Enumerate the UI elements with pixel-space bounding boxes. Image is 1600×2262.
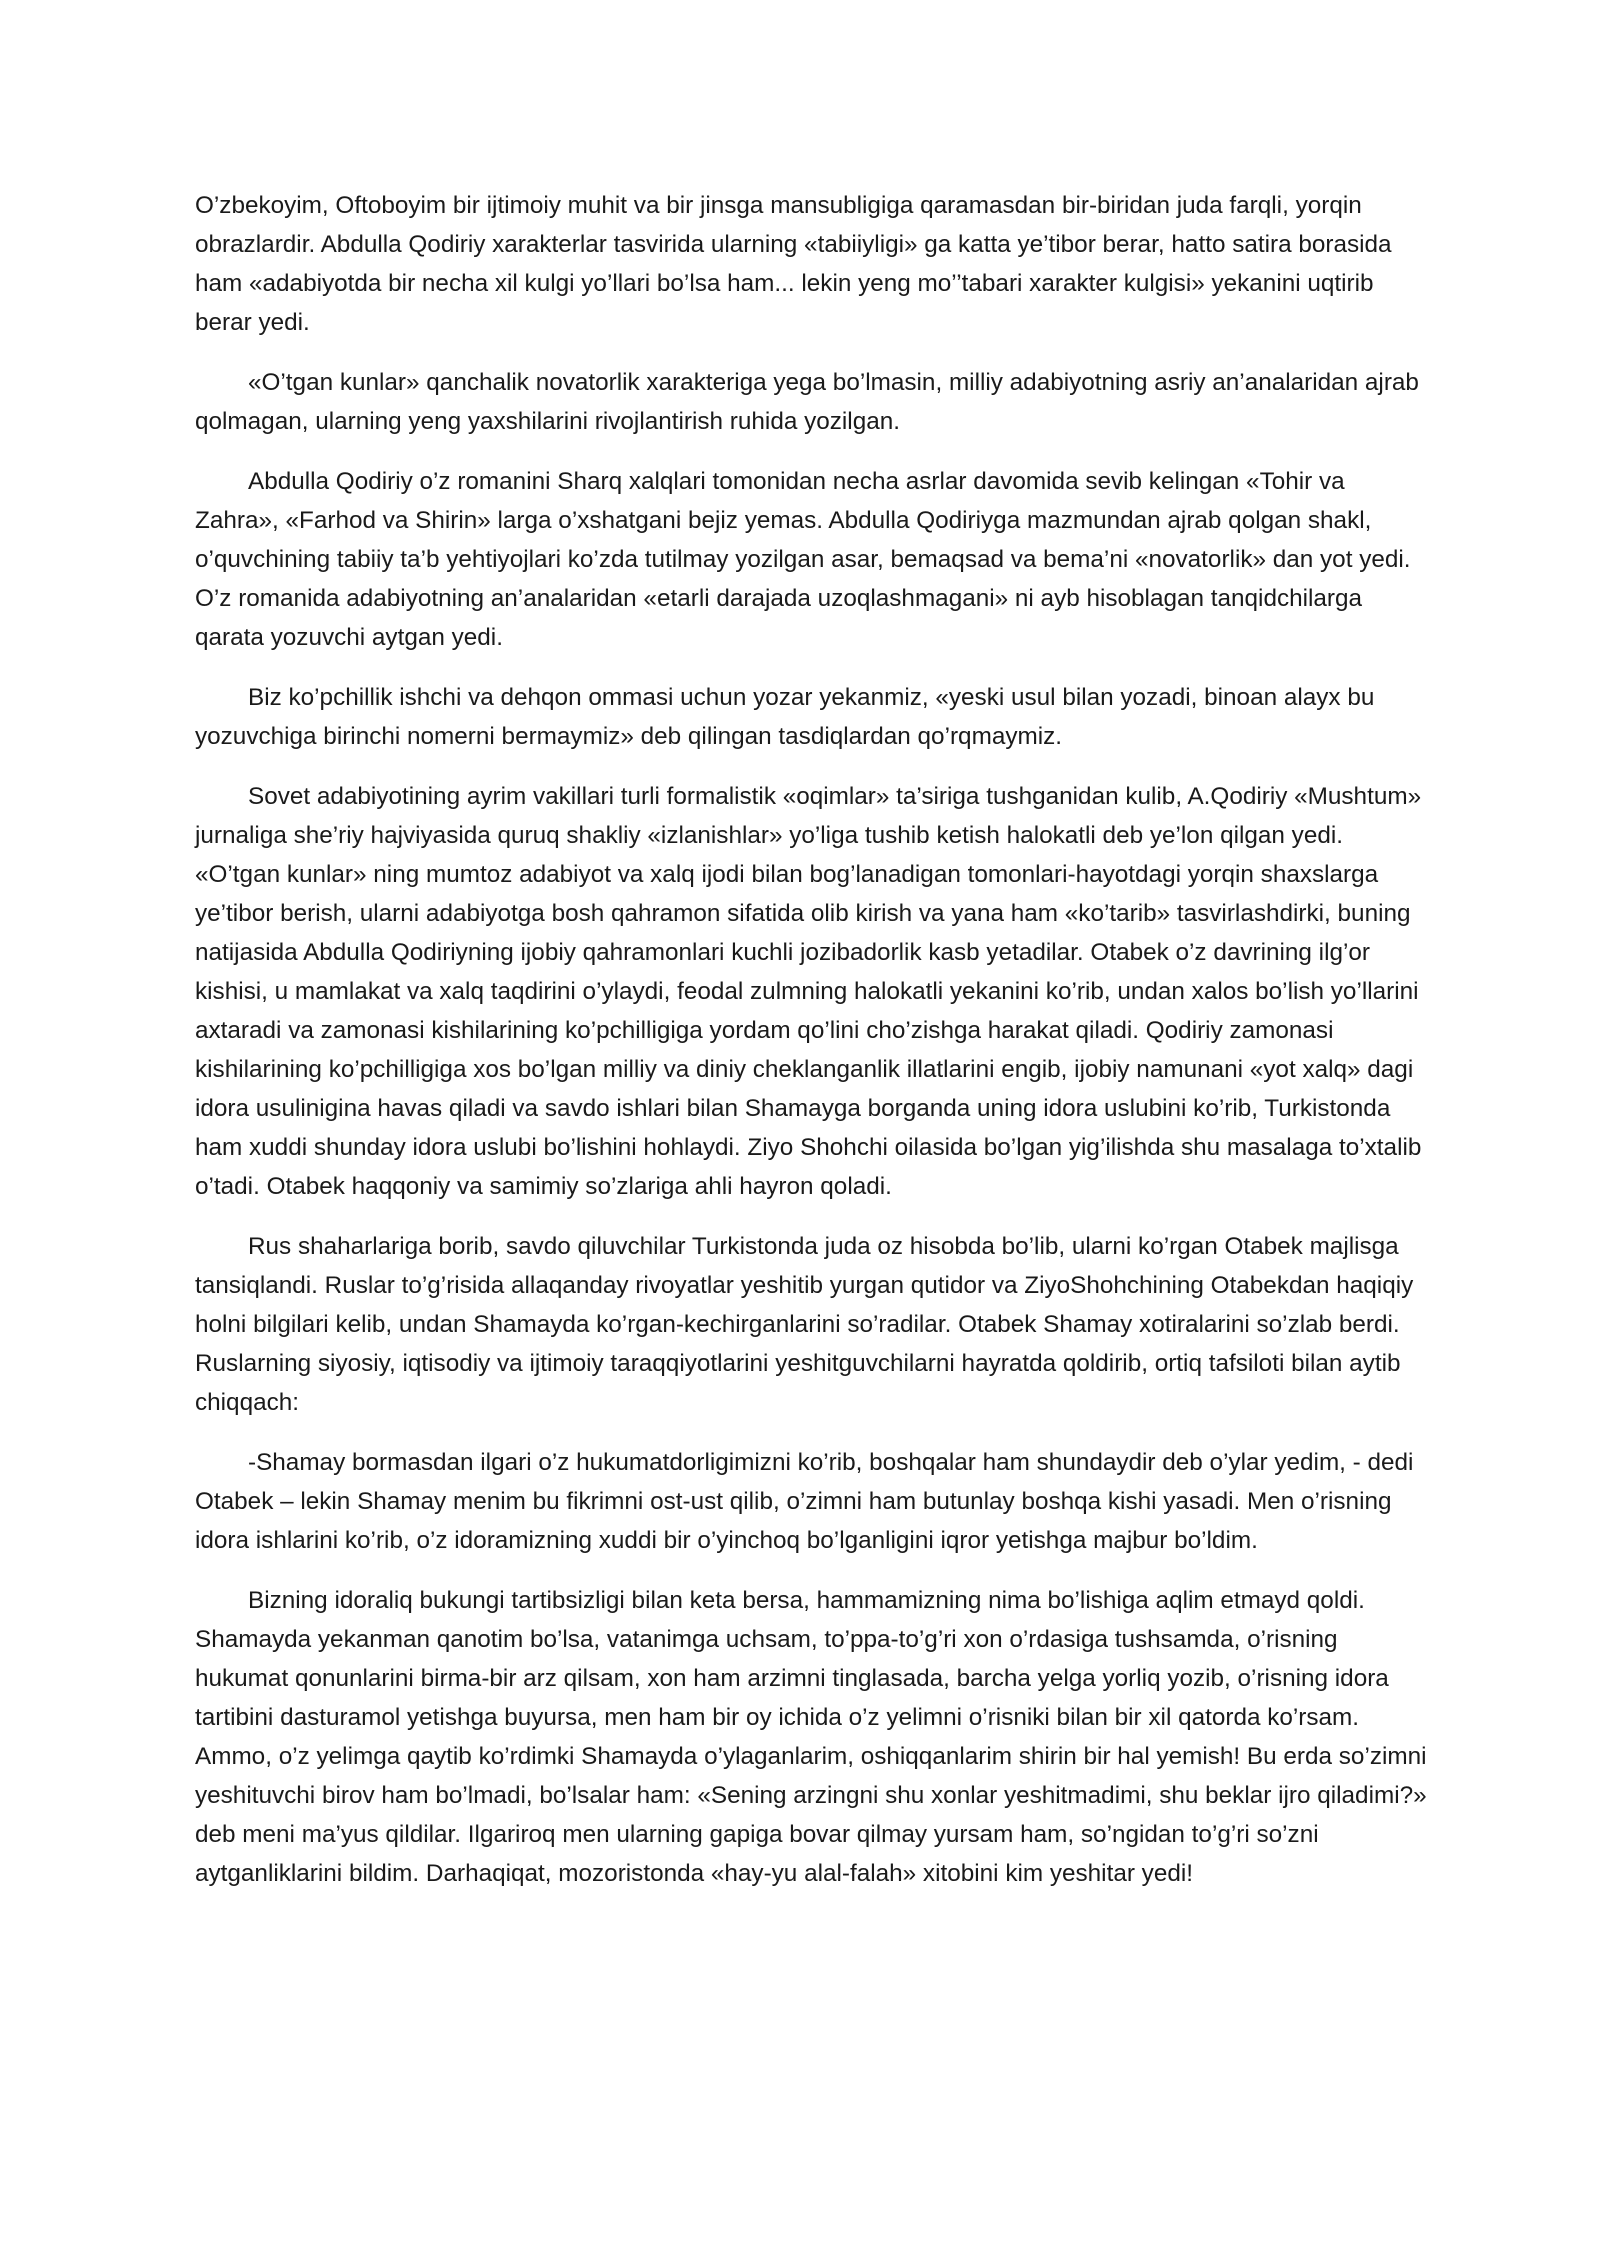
- paragraph-1: O’zbekoyim, Oftoboyim bir ijtimoiy muhit va bir jinsga mansubligiga qaramasdan bir-biridan juda farqli, yorqin obrazlardir. Abdulla Qodiriy xarakterlar tasvirida ularning «tabiiyligi» ga katta ye’tibor berar, hatto satira borasida ham «adabiyotda bir necha xil kulgi yo’llari bo’lsa ham... lekin yeng mo’’tabari xarakter kulgisi» yekanini uqtirib berar yedi.: [195, 192, 1392, 336]
- paragraph-7: -Shamay bormasdan ilgari o’z hukumatdorligimizni ko’rib, boshqalar ham shundaydir deb o’ylar yedim, - dedi Otabek – lekin Shamay menim bu fikrimni ost-ust qilib, o’zimni ham butunlay boshqa kishi yasadi. Men o’risning idora ishlarini ko’rib, o’z idoramizning xuddi bir o’yinchoq bo’lganligini iqror yetishga majbur bo’ldim.: [195, 1449, 1414, 1554]
- paragraph-5: Sovet adabiyotining ayrim vakillari turli formalistik «oqimlar» ta’siriga tushganidan kulib, A.Qodiriy «Mushtum» jurnaliga she’riy hajviyasida quruq shakliy «izlanishlar» yo’liga tushib ketish halokatli deb ye’lon qilgan yedi. «O’tgan kunlar» ning mumtoz adabiyot va xalq ijodi bilan bog’lanadigan tomonlari-hayotdagi yorqin shaxslarga ye’tibor berish, ularni adabiyotga bosh qahramon sifatida olib kirish va yana ham «ko’tarib» tasvirlashdirki, buning natijasida Abdulla Qodiriyning ijobiy qahramonlari kuchli jozibadorlik kasb yetadilar. Otabek o’z davrining ilg’or kishisi, u mamlakat va xalq taqdirini o’ylaydi, feodal zulmning halokatli yekanini ko’rib, undan xalos bo’lish yo’llarini axtaradi va zamonasi kishilarining ko’pchilligiga yordam qo’lini cho’zishga harakat qiladi. Qodiriy zamonasi kishilarining ko’pchilligiga xos bo’lgan milliy va diniy cheklanganlik illatlarini engib, ijobiy namunani «yot xalq» dagi idora usulinigina havas qiladi va savdo ishlari bilan Shamayga borganda uning idora uslubini ko’rib, Turkistonda ham xuddi shunday idora uslubi bo’lishini hohlaydi. Ziyo Shohchi oilasida bo’lgan yig’ilishda shu masalaga to’xtalib o’tadi. Otabek haqqoniy va samimiy so’zlariga ahli hayron qoladi.: [195, 783, 1422, 1200]
- paragraph-4: Biz ko’pchillik ishchi va dehqon ommasi uchun yozar yekanmiz, «yeski usul bilan yozadi, binoan alayx bu yozuvchiga birinchi nomerni bermaymiz» deb qilingan tasdiqlardan qo’rqmaymiz.: [195, 684, 1375, 750]
- paragraph-2: «O’tgan kunlar» qanchalik novatorlik xarakteriga yega bo’lmasin, milliy adabiyotning asriy an’analaridan ajrab qolmagan, ularning yeng yaxshilarini rivojlantirish ruhida yozilgan.: [195, 369, 1419, 435]
- document-page: [195, 186, 1427, 1914]
- paragraph-3: Abdulla Qodiriy o’z romanini Sharq xalqlari tomonidan necha asrlar davomida sevib kelingan «Tohir va Zahra», «Farhod va Shirin» larga o’xshatgani bejiz yemas. Abdulla Qodiriyga mazmundan ajrab qolgan shakl, o’quvchining tabiiy ta’b yehtiyojlari ko’zda tutilmay yozilgan asar, bemaqsad va bema’ni «novatorlik» dan yot yedi. O’z romanida adabiyotning an’analaridan «etarli darajada uzoqlashmagani» ni ayb hisoblagan tanqidchilarga qarata yozuvchi aytgan yedi.: [195, 468, 1411, 651]
- paragraph-8: Bizning idoraliq bukungi tartibsizligi bilan keta bersa, hammamizning nima bo’lishiga aqlim etmayd qoldi. Shamayda yekanman qanotim bo’lsa, vatanimga uchsam, to’ppa-to’g’ri xon o’rdasiga tushsamda, o’risning hukumat qonunlarini birma-bir arz qilsam, xon ham arzimni tinglasada, barcha yelga yorliq yozib, o’risning idora tartibini dasturamol yetishga buyursa, men ham bir oy ichida o’z yelimni o’risniki bilan bir xil qatorda ko’rsam. Ammo, o’z yelimga qaytib ko’rdimki Shamayda o’ylaganlarim, oshiqqanlarim shirin bir hal yemish! Bu erda so’zimni yeshituvchi birov ham bo’lmadi, bo’lsalar ham: «Sening arzingni shu xonlar yeshitmadimi, shu beklar ijro qiladimi?» deb meni ma’yus qildilar. Ilgariroq men ularning gapiga bovar qilmay yursam ham, so’ngidan to’g’ri so’zni aytganliklarini bildim. Darhaqiqat, mozoristonda «hay-yu alal-falah» xitobini kim yeshitar yedi!: [195, 1587, 1427, 1887]
- paragraph-6: Rus shaharlariga borib, savdo qiluvchilar Turkistonda juda oz hisobda bo’lib, ularni ko’rgan Otabek majlisga tansiqlandi. Ruslar to’g’risida allaqanday rivoyatlar yeshitib yurgan qutidor va ZiyoShohchining Otabekdan haqiqiy holni bilgilari kelib, undan Shamayda ko’rgan-kechirganlarini so’radilar. Otabek Shamay xotiralarini so’zlab berdi. Ruslarning siyosiy, iqtisodiy va ijtimoiy taraqqiyotlarini yeshitguvchilarni hayratda qoldirib, ortiq tafsiloti bilan aytib chiqqach:: [195, 1233, 1414, 1416]
